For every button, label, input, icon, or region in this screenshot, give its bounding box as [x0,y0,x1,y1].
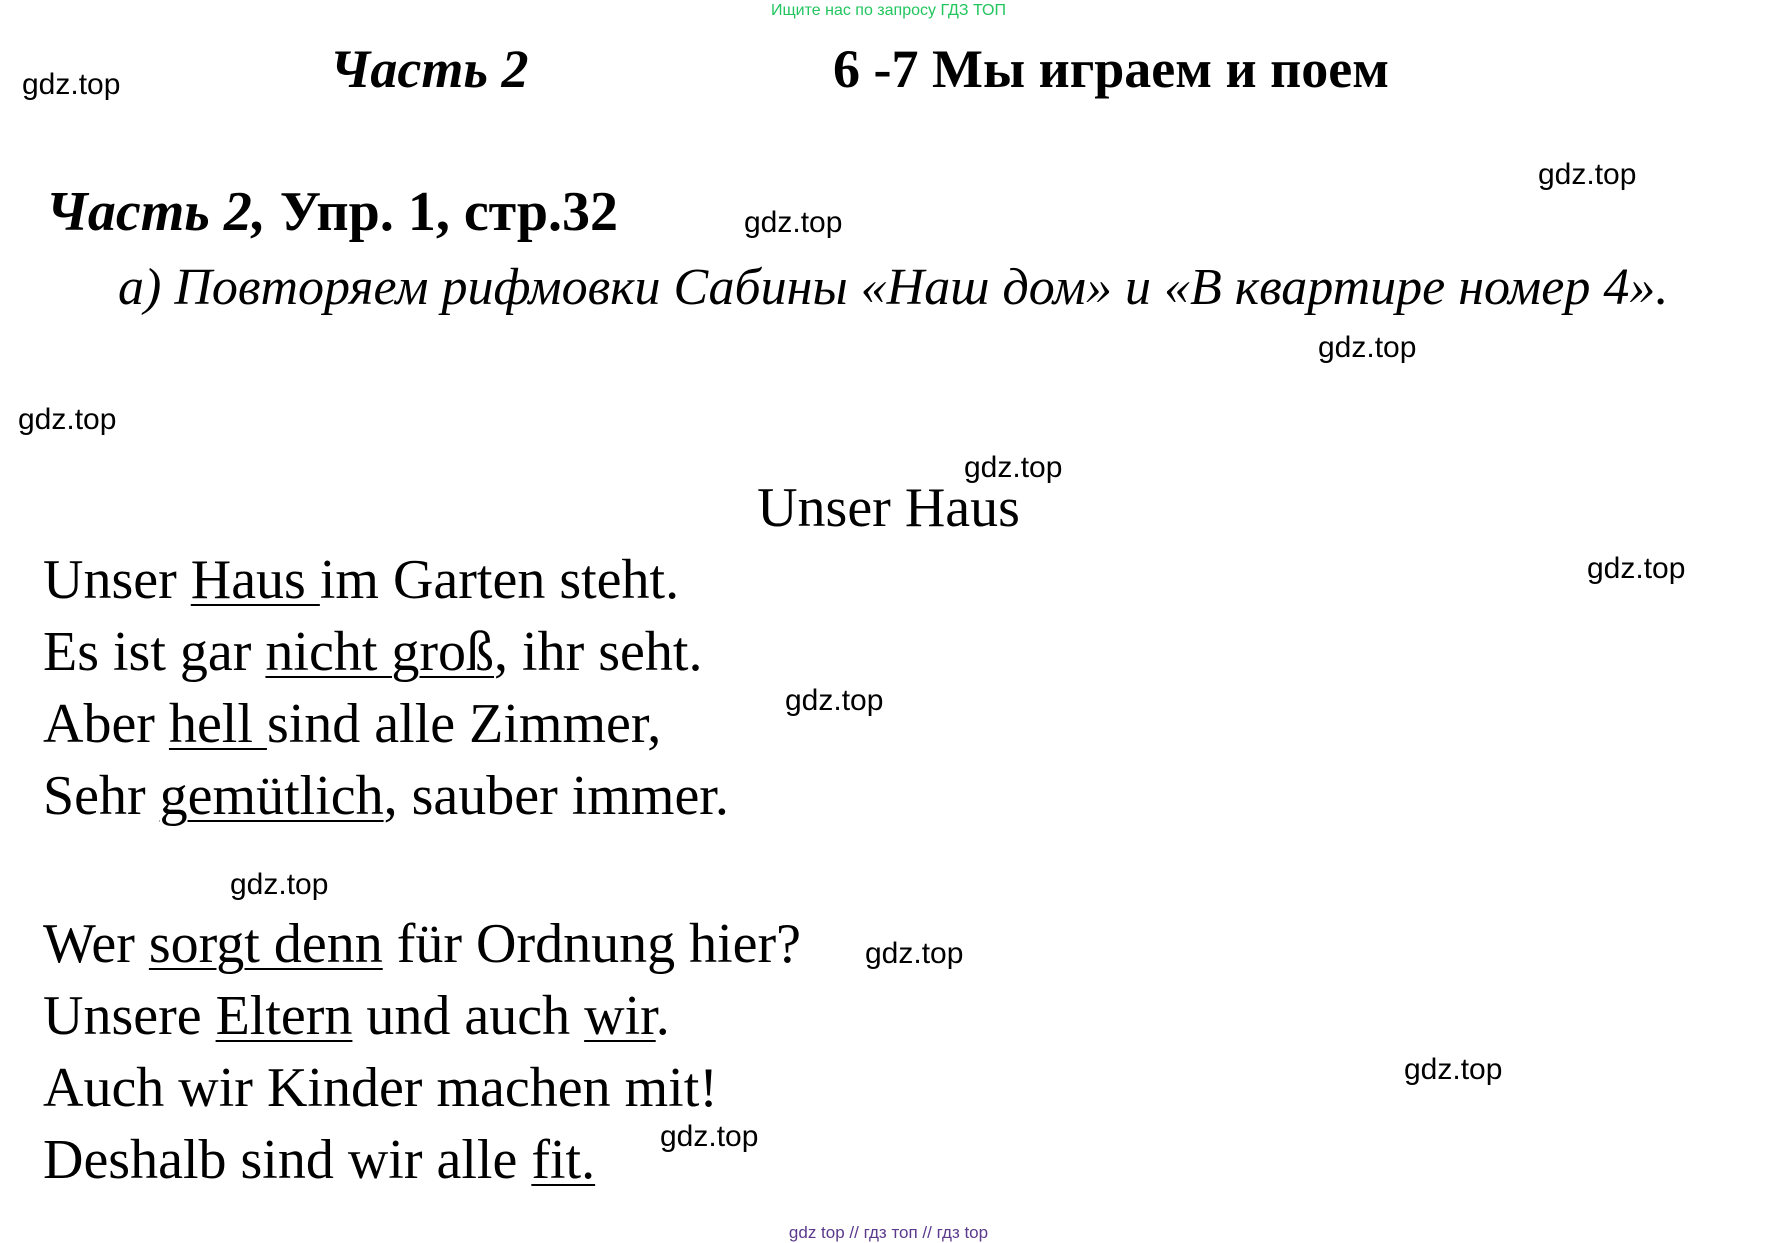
part-heading: Часть 2 [330,39,529,99]
verse-line: Es ist gar nicht groß, ihr seht. [43,621,703,683]
verse-line: Auch wir Kinder machen mit! [43,1057,718,1119]
watermark: gdz.top [1538,158,1637,191]
watermark: gdz.top [964,451,1063,484]
exercise-heading [46,180,618,244]
task-text: а) Повторяем рифмовки Сабины «Наш дом» и «В квартире номер 4». [118,259,1669,316]
topic-heading: 6 -7 Мы играем и поем [833,39,1390,99]
verse-line: Unser Haus im Garten steht. [43,549,680,611]
watermark: gdz.top [1404,1053,1503,1086]
exercise-number: Упр. 1, стр.32 [279,181,619,243]
watermark: gdz.top [744,206,843,239]
watermark: gdz.top [18,403,117,436]
watermark: gdz.top [1318,331,1417,364]
verse-line: Unsere Eltern und auch wir. [43,985,670,1047]
watermark: gdz.top [22,68,121,101]
watermark: gdz.top [785,684,884,717]
top-banner: Ищите нас по запросу ГДЗ ТОП [771,2,1006,19]
watermark: gdz.top [230,868,329,901]
poem-title: Unser Haus [757,477,1020,539]
verse-line: Aber hell sind alle Zimmer, [43,693,662,755]
verse-line: Sehr gemütlich, sauber immer. [43,765,729,827]
watermark: gdz.top [1587,552,1686,585]
verse-line: Wer sorgt denn für Ordnung hier? [43,913,802,975]
watermark: gdz.top [865,937,964,970]
watermark: gdz.top [660,1120,759,1153]
exercise-part: Часть 2, [46,181,266,243]
footer-links: gdz top // гдз топ // гдз top [788,1223,989,1242]
verse-line: Deshalb sind wir alle fit. [43,1129,596,1191]
